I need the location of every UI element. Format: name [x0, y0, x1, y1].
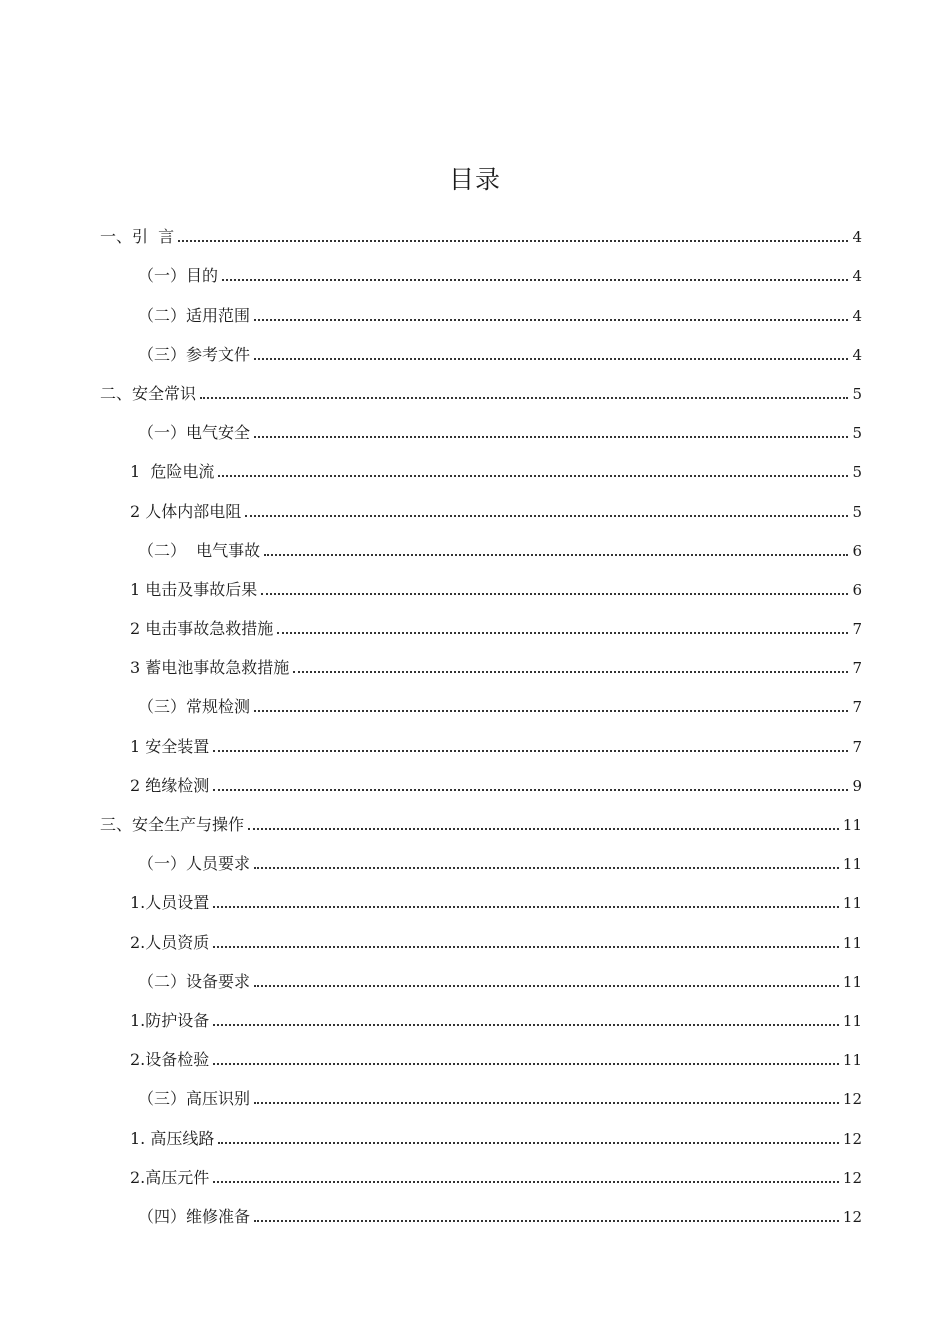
toc-dot-leader	[213, 750, 848, 752]
toc-entry-label: 3 蓄电池事故急救措施	[130, 658, 290, 678]
toc-entry-label: 1 危险电流	[130, 462, 215, 482]
toc-entry-page-number: 4	[852, 228, 862, 247]
toc-entry-page-number: 12	[842, 1129, 862, 1148]
toc-entry[interactable]	[100, 955, 862, 994]
toc-entry[interactable]	[100, 641, 862, 680]
toc-dot-leader	[245, 515, 848, 517]
toc-entry-page-number: 9	[852, 776, 862, 795]
toc-entry-page-number: 5	[852, 502, 862, 521]
toc-entry-page-number: 11	[842, 855, 862, 874]
toc-entry-page-number: 12	[842, 1207, 862, 1226]
toc-entry-page-number: 5	[852, 424, 862, 443]
toc-entry-page-number: 6	[852, 541, 862, 560]
toc-entry-page-number: 12	[842, 1090, 862, 1109]
toc-dot-leader	[218, 1142, 839, 1144]
toc-entry-page-number: 11	[842, 1051, 862, 1070]
toc-dot-leader	[213, 1181, 839, 1183]
toc-entry[interactable]	[100, 1033, 862, 1072]
toc-entry[interactable]	[100, 1190, 862, 1229]
toc-entry[interactable]	[100, 367, 862, 406]
toc-title: 目录	[448, 165, 501, 194]
toc-entry-page-number: 7	[852, 737, 862, 756]
toc-entry-label: 2.高压元件	[130, 1167, 210, 1187]
toc-entry[interactable]	[100, 798, 862, 837]
toc-entry-page-number: 11	[842, 816, 862, 834]
toc-entry-label: 1 安全装置	[130, 736, 210, 756]
toc-dot-leader	[254, 985, 839, 987]
toc-entry[interactable]	[100, 1111, 862, 1150]
toc-entry[interactable]	[100, 994, 862, 1033]
toc-entry-label: 2 电击事故急救措施	[130, 619, 274, 639]
toc-dot-leader	[178, 240, 848, 242]
toc-entry[interactable]	[100, 406, 862, 445]
toc-entry-page-number: 11	[842, 1011, 862, 1030]
toc-entry-label: （一）目的	[138, 266, 219, 286]
toc-dot-leader	[277, 632, 848, 634]
table-of-contents	[100, 210, 862, 1229]
toc-entry[interactable]	[100, 1072, 862, 1111]
toc-entry[interactable]	[100, 876, 862, 915]
toc-entry-page-number: 5	[852, 463, 862, 482]
toc-entry-label: 三、安全生产与操作	[100, 815, 245, 834]
toc-entry[interactable]	[100, 484, 862, 523]
toc-entry-page-number: 11	[842, 894, 862, 913]
toc-dot-leader	[261, 593, 848, 595]
toc-entry[interactable]	[100, 837, 862, 876]
toc-entry-page-number: 11	[842, 933, 862, 952]
toc-entry-label: 1.人员设置	[130, 893, 210, 913]
toc-dot-leader	[222, 279, 848, 281]
toc-entry-page-number: 4	[852, 267, 862, 286]
toc-entry[interactable]	[100, 288, 862, 327]
toc-entry-label: 1. 高压线路	[130, 1128, 215, 1148]
toc-dot-leader	[248, 828, 839, 830]
toc-entry-label: 二、安全常识	[100, 383, 197, 403]
toc-entry-label: （一）人员要求	[138, 854, 251, 874]
toc-entry-label: （四）维修准备	[138, 1206, 251, 1226]
toc-dot-leader	[213, 789, 848, 791]
toc-entry-label: （三）参考文件	[138, 344, 251, 364]
toc-entry-label: 2.人员资质	[130, 932, 210, 952]
toc-entry-page-number: 4	[852, 345, 862, 364]
toc-dot-leader	[254, 319, 848, 321]
toc-dot-leader	[254, 867, 839, 869]
toc-entry-page-number: 7	[852, 620, 862, 639]
toc-entry-page-number: 7	[852, 659, 862, 678]
toc-entry[interactable]	[100, 1151, 862, 1190]
toc-dot-leader	[213, 946, 839, 948]
toc-dot-leader	[264, 554, 848, 556]
toc-dot-leader	[254, 710, 848, 712]
toc-dot-leader	[254, 1220, 839, 1222]
toc-entry[interactable]	[100, 915, 862, 954]
toc-entry-label: （二）设备要求	[138, 971, 251, 991]
toc-dot-leader	[200, 397, 848, 399]
toc-entry[interactable]	[100, 680, 862, 719]
toc-entry-label: 2.设备检验	[130, 1050, 210, 1070]
toc-entry-label: 2 人体内部电阻	[130, 501, 242, 521]
toc-entry-label: 1.防护设备	[130, 1010, 210, 1030]
toc-entry-page-number: 7	[852, 698, 862, 717]
toc-entry-label: （三）高压识别	[138, 1089, 251, 1109]
toc-entry[interactable]	[100, 249, 862, 288]
toc-dot-leader	[213, 1024, 839, 1026]
toc-entry[interactable]	[100, 563, 862, 602]
toc-entry-page-number: 6	[852, 580, 862, 599]
toc-entry[interactable]	[100, 602, 862, 641]
toc-entry[interactable]	[100, 445, 862, 484]
toc-dot-leader	[254, 436, 848, 438]
toc-entry-label: （三）常规检测	[138, 697, 251, 717]
toc-entry-page-number: 4	[852, 306, 862, 325]
toc-entry[interactable]	[100, 328, 862, 367]
toc-entry-page-number: 12	[842, 1168, 862, 1187]
toc-entry-label: （二） 电气事故	[138, 540, 261, 560]
toc-dot-leader	[254, 1102, 839, 1104]
toc-dot-leader	[293, 671, 848, 673]
toc-dot-leader	[213, 906, 839, 908]
toc-entry[interactable]	[100, 210, 862, 249]
toc-entry-page-number: 5	[852, 384, 862, 403]
toc-entry[interactable]	[100, 759, 862, 798]
toc-entry-label: （一）电气安全	[138, 423, 251, 443]
toc-entry-label: 2 绝缘检测	[130, 775, 210, 795]
toc-dot-leader	[213, 1063, 839, 1065]
toc-dot-leader	[218, 475, 848, 477]
toc-entry-page-number: 11	[842, 972, 862, 991]
toc-entry[interactable]	[100, 719, 862, 758]
toc-entry-label: （二）适用范围	[138, 305, 251, 325]
toc-entry-label: 一、引 言	[100, 227, 175, 247]
toc-entry[interactable]	[100, 524, 862, 563]
toc-entry-label: 1 电击及事故后果	[130, 579, 258, 599]
toc-dot-leader	[254, 358, 848, 360]
